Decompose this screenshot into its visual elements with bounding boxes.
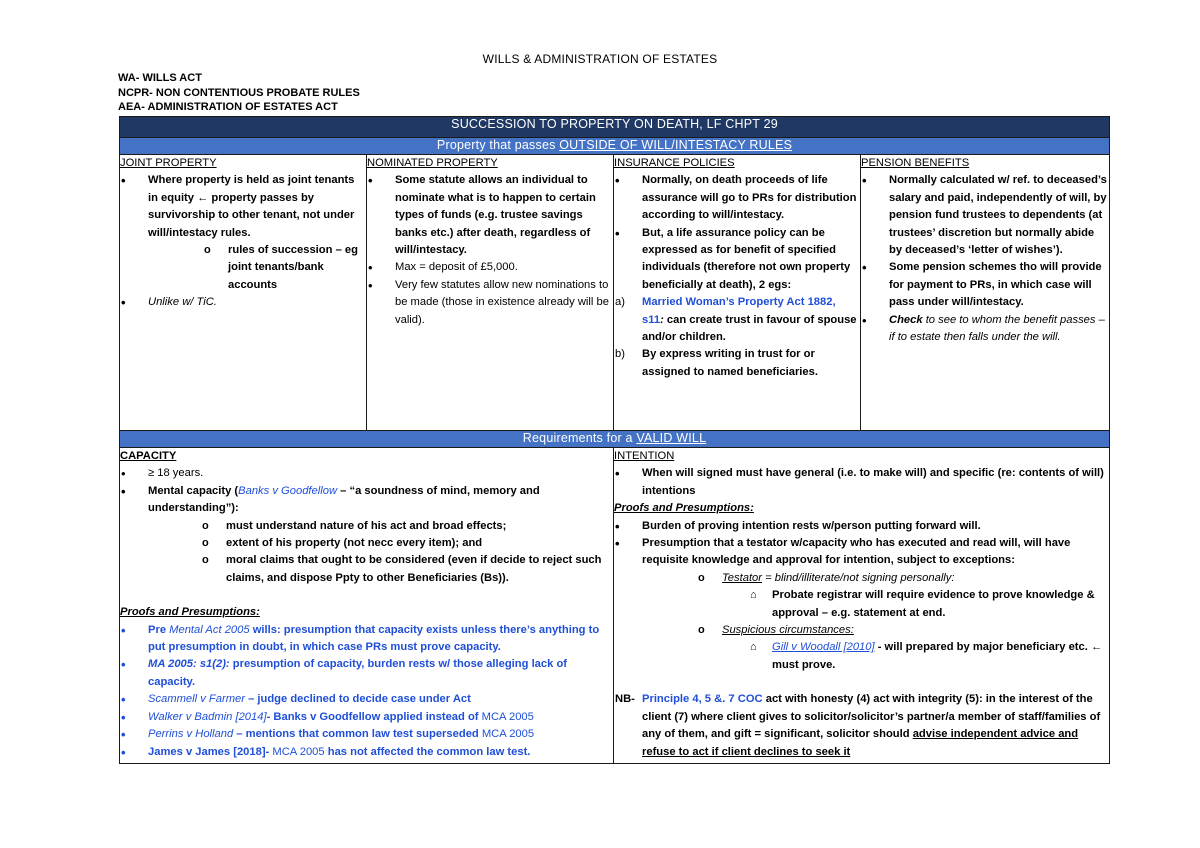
insurance-a-text: can create trust in favour of spouse and/or children. [642,313,857,344]
list-item [120,294,366,311]
intention-bullet-1: • When will signed must have general (i.e. to make will) and specific (re: contents of will) intentions [614,465,1109,500]
p3-b: – judge declined to decide case under Act [244,693,471,706]
intention-sq-1: ⌂ Probate registrar will require evidence to prove knowledge & approval – e.g. statement at end. [642,587,1109,622]
document-title: WILLS & ADMINISTRATION OF ESTATES [482,52,718,66]
perrins-ref: Perrins v Holland [148,728,234,741]
intention-cell [614,448,1110,764]
mental-act-ref: Mental Act 2005 [169,623,250,636]
pension-check: Check [889,313,923,326]
list-item [642,622,1109,674]
list-item [642,639,1109,674]
nominated-property-title: NOMINATED PROPERTY [367,157,498,169]
insurance-a-sep: : [660,313,664,326]
p4-b: - Banks v Goodfellow applied instead of [266,710,482,723]
mca-2005-ref-3: MCA 2005 [272,745,325,758]
abbreviation-ncpr: NCPR- NON CONTENTIOUS PROBATE RULES [118,86,360,99]
capacity-sub-2: o extent of his property (not necc every item); and [148,535,613,552]
insurance-policies-cell [614,155,861,431]
pension-bullet-1: • Normally calculated w/ ref. to deceased’s salary and paid, independently of will, by pension fund trustees to dependents (at trustees’ discretion but normally abide by deceased’s ‘letter of wishes’). [861,172,1109,259]
subheader-prefix: Property that passes [436,138,560,152]
list-item [120,691,613,708]
intention-title: INTENTION [614,450,675,462]
list-item [120,172,366,294]
testator-term: Testator [722,571,763,584]
capacity-title: CAPACITY [120,450,177,462]
pension-benefits-title: PENSION BENEFITS [861,157,970,169]
list-item [614,346,860,381]
valid-will-header [120,431,1110,448]
list-item [120,744,613,761]
joint-property-cell [120,155,367,431]
nominated-property-cell [367,155,614,431]
abbreviation-wa: WA- WILLS ACT [118,72,202,84]
capacity-mental-post: – “a soundness of mind, memory and understanding”): [148,484,540,515]
list-item [861,312,1109,347]
intention-proofs-title: Proofs and Presumptions: [614,502,754,515]
insurance-a-marker: a) [615,296,625,309]
banks-v-goodfellow-ref: Banks v Goodfellow [238,484,338,497]
insurance-b-marker: b) [615,348,625,361]
p5-b: – mentions that common law test superseded [233,728,482,741]
valid-will-link: VALID WILL [636,431,707,445]
subheader-link: OUTSIDE OF WILL/INTESTACY RULES [559,138,793,152]
list-item [642,570,1109,622]
list-item [120,622,613,657]
mca-2005-ref-2: MCA 2005 [481,728,535,741]
valid-will-prefix: Requirements for a [522,431,637,445]
p1-c: wills: presumption that capacity exists unless there’s anything to put presumption in doubt, in which case PRs must prove capacity. [148,623,600,654]
succession-header: SUCCESSION TO PROPERTY ON DEATH, LF CHPT 29 [120,117,1110,138]
capacity-cell [120,448,614,764]
nominated-bullet-1: • Some statute allows an individual to nominate what is to happen to certain types of funds (e.g. trustee savings banks etc.) after death, regardless of will/intestacy. [367,172,613,259]
insurance-bullet-1: • Normally, on death proceeds of life assurance will go to PRs for distribution according to will/intestacy. [614,172,860,224]
intention-proof-1: • Burden of proving intention rests w/person putting forward will. [614,518,1109,535]
p6-c: has not affected the common law test. [324,745,531,758]
testator-desc: = blind/illiterate/not signing personally: [762,571,955,584]
pension-bullet-3: to see to whom the benefit passes – if to estate then falls under the will. [889,313,1105,344]
insurance-bullet-2: • But, a life assurance policy can be expressed as for benefit of specified individuals (therefore not own property beneficially at death), 2 egs: [614,225,860,295]
abbreviations-list [118,71,360,115]
list-item [120,483,613,587]
intention-proof-2: Presumption that a testator w/capacity who has executed and read will, will have requisite knowledge and approval for intention, subject to exceptions: [642,537,1071,567]
abbreviation-aea: AEA- ADMINISTRATION OF ESTATES ACT [118,101,338,113]
mca-2005-ref-1: MCA 2005 [481,710,534,723]
capacity-sub-1: o must understand nature of his act and broad effects; [148,518,613,535]
nominated-bullet-2: • Max = deposit of £5,000. [367,259,613,276]
p6-a: James v James [2018]- [148,745,273,758]
gill-v-woodall-ref: Gill v Woodall [2010] [772,641,875,654]
scammell-ref: Scammell v Farmer [148,693,245,706]
capacity-age: • ≥ 18 years. [120,465,613,482]
p1-a: Pre [148,623,170,636]
nb-text: act with honesty (4) act with integrity (5): in the interest of the client (7) where client gives to solicitor/solicitor’s partner/a member of staff/families of any of them, and gift = significant, solicitor should [642,693,1101,741]
pension-benefits-cell [861,155,1110,431]
nominated-bullet-3: • Very few statutes allow new nominations to be made (those in existence already will be valid). [367,277,613,329]
list-item [614,535,1109,674]
joint-property-title: JOINT PROPERTY [120,157,217,169]
ma-2005-ref: MA 2005: s1(2): [148,658,230,671]
list-item [120,656,613,691]
coc-principles-ref: Principle 4, 5 &. 7 COC [642,693,763,706]
nb-marker: NB- [615,693,635,706]
list-item [120,726,613,743]
insurance-b-text: By express writing in trust for or assigned to named beneficiaries. [642,348,818,378]
p2-b: presumption of capacity, burden rests w/ those alleging lack of capacity. [148,658,568,688]
list-item [614,294,860,346]
walker-ref: Walker v Badmin [2014] [148,710,267,723]
insurance-policies-title: INSURANCE POLICIES [614,157,735,169]
nb-note [614,691,1109,761]
notes-table [119,116,1110,764]
joint-bullet-2: Unlike w/ TiC. [148,296,217,309]
list-item [120,709,613,726]
capacity-mental-pre: Mental capacity ( [148,484,239,497]
intention-sq-2: - will prepared by major beneficiary etc. ← must prove. [772,641,1103,671]
nb-underlined: advise independent advice and refuse to act if client declines to seek it [642,728,1079,758]
joint-sub-item: o rules of succession – eg joint tenants/bank accounts [148,242,366,294]
suspicious-circumstances: Suspicious circumstances: [722,624,854,637]
pension-bullet-2: • Some pension schemes tho will provide for payment to PRs, in which case will pass under will/intestacy. [861,259,1109,311]
joint-bullet-1: Where property is held as joint tenants in equity ← property passes by survivorship to other tenant, not under will/intestacy rules. [148,174,355,239]
married-womans-property-act-ref: Married Woman’s Property Act 1882, s11 [642,296,836,326]
capacity-sub-3: o moral claims that ought to be considered (even if decide to reject such claims, and dispose Ppty to other Beneficiaries (Bs)). [148,552,613,587]
outside-will-subheader [120,138,1110,155]
capacity-proofs-title: Proofs and Presumptions: [120,606,260,619]
